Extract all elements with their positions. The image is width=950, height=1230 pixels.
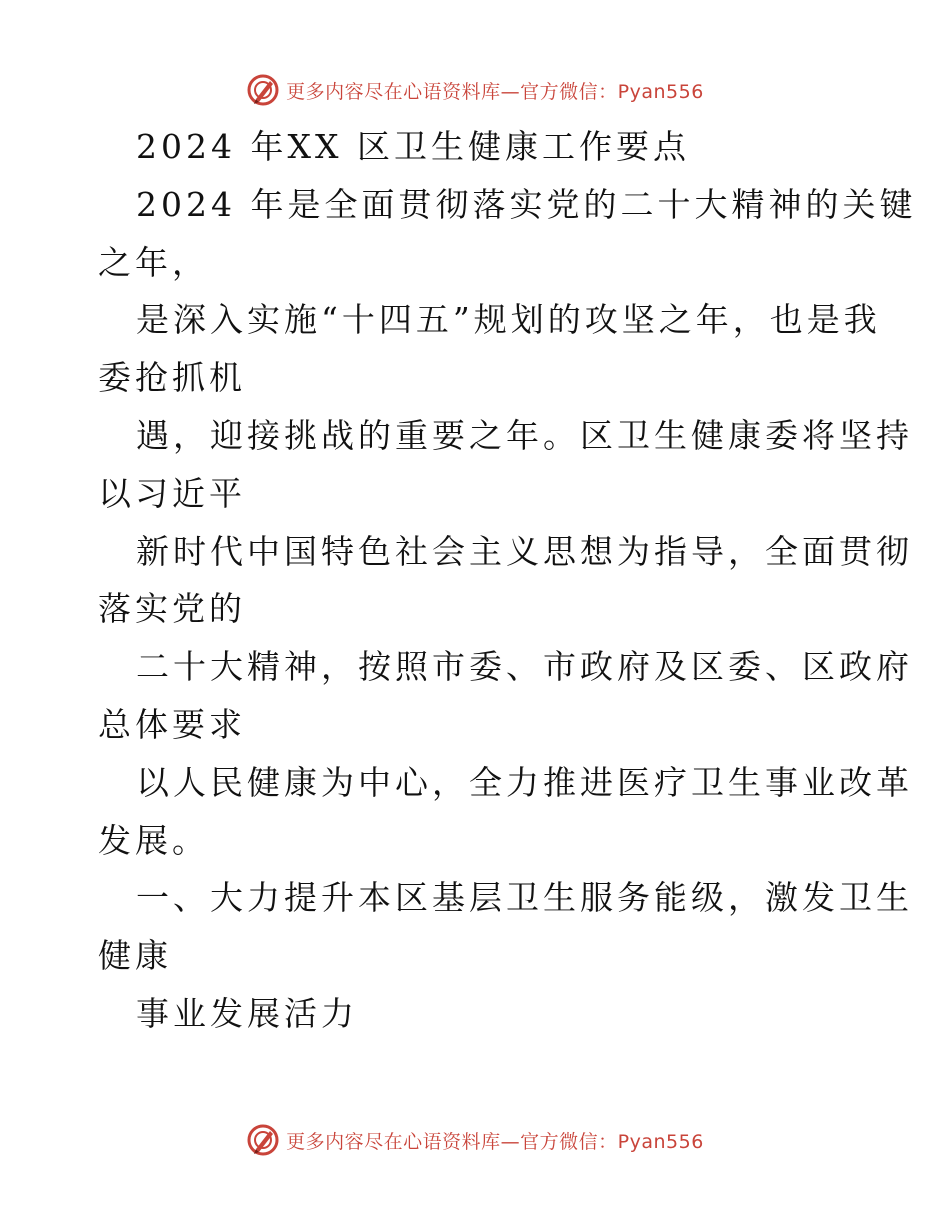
paragraph-line: 以习近平 [98, 473, 246, 513]
paragraph-line: 之年， [98, 242, 209, 282]
pen-seal-icon [246, 1123, 280, 1157]
paragraph-line: 2024 年是全面贯彻落实党的二十大精神的关键 [136, 184, 917, 224]
section-heading-line: 事业发展活力 [136, 993, 358, 1033]
pen-seal-icon [246, 73, 280, 107]
paragraph-line: 是深入实施“十四五”规划的攻坚之年，也是我 [136, 300, 881, 340]
watermark-text: 更多内容尽在心语资料库—官方微信：Pyan556 [286, 1130, 704, 1153]
watermark-text: 更多内容尽在心语资料库—官方微信：Pyan556 [286, 80, 704, 103]
paragraph-line: 委抢抓机 [98, 358, 246, 398]
paragraph-line: 遇，迎接挑战的重要之年。区卫生健康委将坚持 [136, 415, 913, 455]
footer-watermark [0, 1120, 950, 1160]
document-body [98, 118, 917, 1043]
header-watermark [0, 70, 950, 110]
paragraph-line: 发展。 [98, 820, 209, 860]
section-heading-line: 一、大力提升本区基层卫生服务能级，激发卫生 [136, 878, 913, 918]
document-title: 2024 年XX 区卫生健康工作要点 [136, 127, 690, 166]
paragraph-line: 二十大精神，按照市委、市政府及区委、区政府 [136, 647, 913, 687]
paragraph-line: 落实党的 [98, 589, 246, 629]
paragraph-line: 总体要求 [98, 704, 246, 744]
paragraph-line: 新时代中国特色社会主义思想为指导，全面贯彻 [136, 531, 913, 571]
section-heading-line: 健康 [98, 936, 172, 976]
paragraph-line: 以人民健康为中心，全力推进医疗卫生事业改革 [136, 762, 913, 802]
